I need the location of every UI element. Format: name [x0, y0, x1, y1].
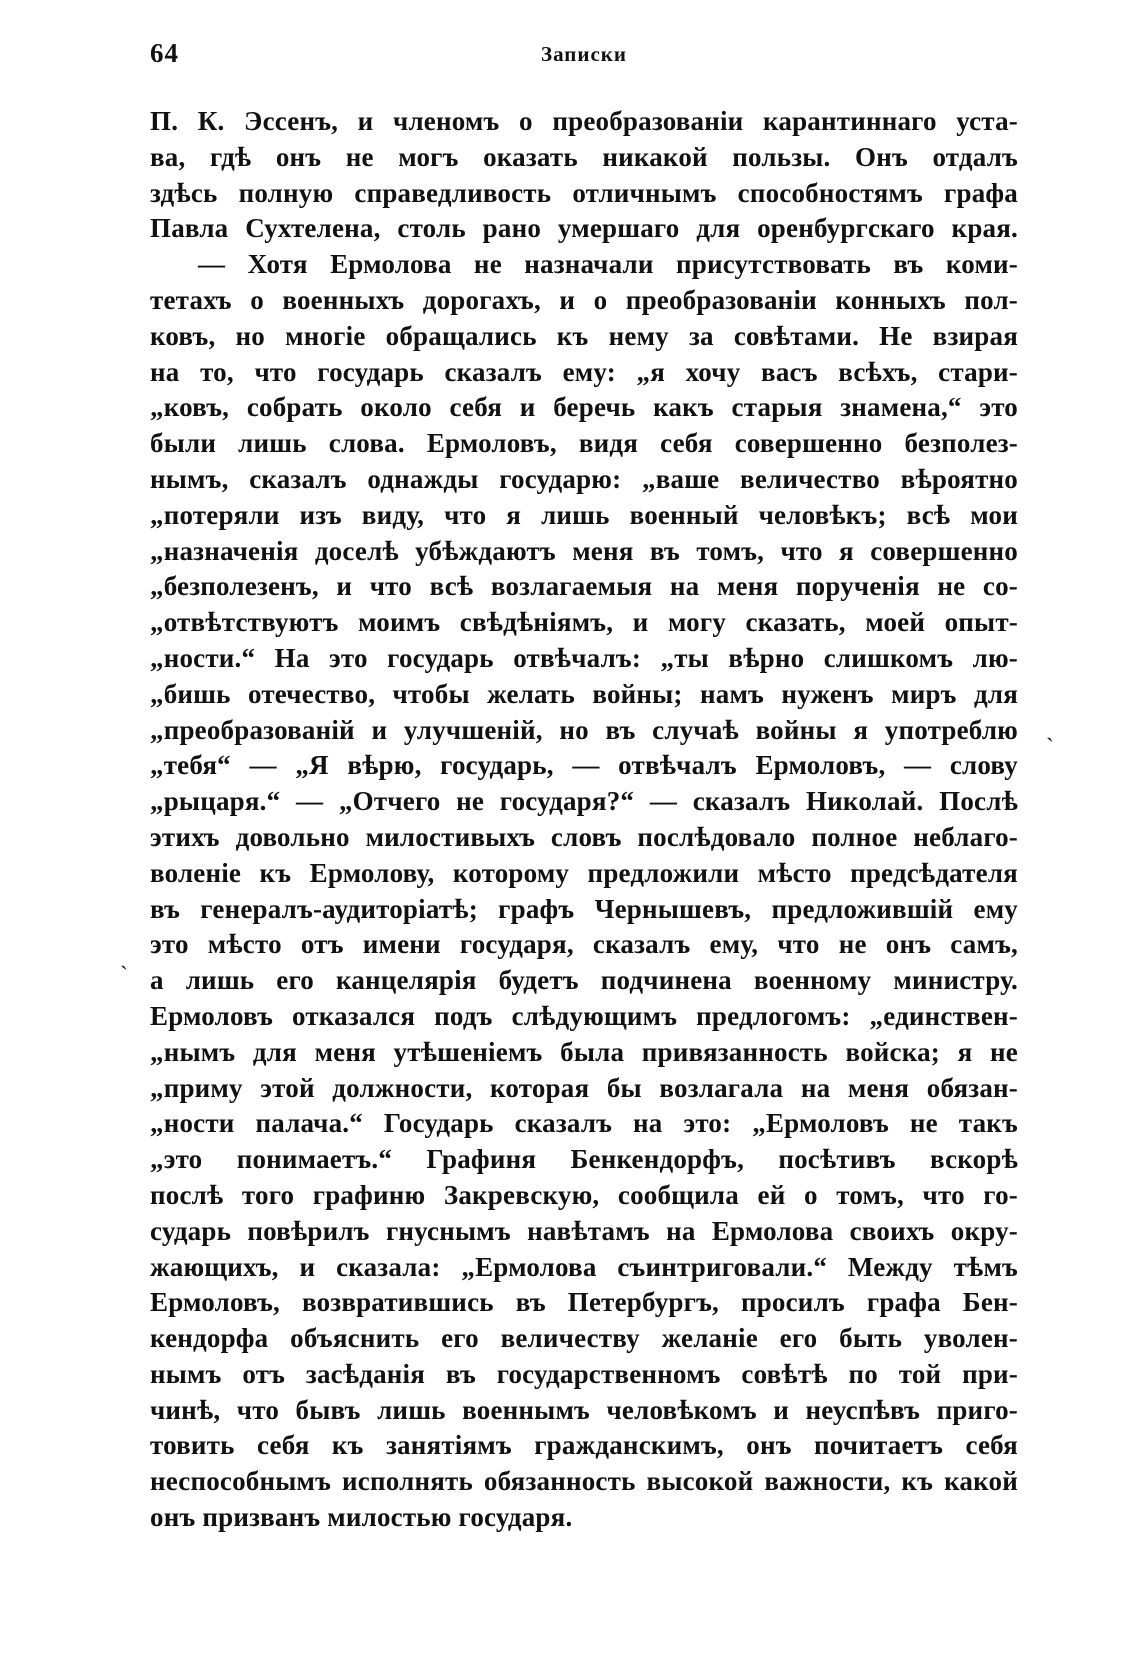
text-line: „ности.“ На это государь отвѣчалъ: „ты вѣрно слишкомъ лю- — [150, 642, 1018, 673]
text-line: „потеряли изъ виду, что я лишь военный человѣкъ; всѣ мои — [150, 499, 1018, 530]
page-number: 64 — [150, 38, 179, 68]
text-line: товить себя къ занятіямъ гражданскимъ, онъ почитаетъ себя — [150, 1430, 1018, 1461]
margin-mark: ˴ — [1046, 724, 1054, 750]
text-line: нымъ, сказалъ однажды государю: „ваше величество вѣроятно — [150, 463, 1018, 494]
text-line: этихъ довольно милостивыхъ словъ послѣдовало полное неблаго- — [150, 821, 1018, 852]
text-line: сударь повѣрилъ гнуснымъ навѣтамъ на Ермолова своихъ окру- — [150, 1215, 1018, 1246]
text-line: „это понимаетъ.“ Графиня Бенкендорфъ, посѣтивъ вскорѣ — [150, 1144, 1018, 1175]
text-line: тетахъ о военныхъ дорогахъ, и о преобразованіи конныхъ пол- — [150, 284, 1018, 315]
text-line: П. К. Эссенъ, и членомъ о преобразованіи карантиннаго уста- — [150, 106, 1018, 136]
text-line: были лишь слова. Ермоловъ, видя себя совершенно безполез- — [150, 428, 1018, 459]
text-line: „нымъ для меня утѣшеніемъ была привязанность войска; я не — [150, 1036, 1018, 1067]
text-line: Павла Сухтелена, столь рано умершаго для оренбургскаго края. — [150, 213, 1018, 244]
text-line: Ермоловъ, возвратившись въ Петербургъ, просилъ графа Бен- — [150, 1287, 1018, 1318]
text-line: „рыцаря.“ — „Отчего не государя?“ — сказалъ Николай. Послѣ — [150, 786, 1018, 817]
text-line: здѣсь полную справедливость отличнымъ способностямъ графа — [150, 177, 1018, 208]
text-line: „безполезенъ, и что всѣ возлагаемыя на меня порученія не со- — [150, 571, 1018, 602]
page-header — [150, 38, 1018, 78]
text-line: — Хотя Ермолова не назначали присутствовать въ коми- — [198, 249, 1018, 280]
text-line: на то, что государь сказалъ ему: „я хочу васъ всѣхъ, стари- — [150, 356, 1018, 387]
text-line: а лишь его канцелярія будетъ подчинена военному министру. — [150, 965, 1018, 996]
margin-mark: ˏ — [120, 944, 128, 970]
text-line: чинѣ, что бывъ лишь военнымъ человѣкомъ и неуспѣвъ приго- — [150, 1394, 1018, 1425]
text-line: въ генералъ-аудиторіатѣ; графъ Чернышевъ, предложившій ему — [150, 893, 1018, 924]
text-line: онъ призванъ милостью государя. — [150, 1502, 573, 1533]
text-line: „назначенія доселѣ убѣждаютъ меня въ томъ, что я совершенно — [150, 535, 1018, 566]
body-text — [150, 104, 1018, 1536]
text-line: „преобразованій и улучшеній, но въ случаѣ войны я употреблю — [150, 714, 1018, 745]
text-line: жающихъ, и сказала: „Ермолова съинтриговали.“ Между тѣмъ — [150, 1251, 1018, 1282]
text-line: послѣ того графиню Закревскую, сообщила ей о томъ, что го- — [150, 1179, 1018, 1210]
text-line: „ности палача.“ Государь сказалъ на это: „Ермоловъ не такъ — [150, 1108, 1018, 1139]
text-line: Ермоловъ отказался подъ слѣдующимъ предлогомъ: „единствен- — [150, 1000, 1018, 1031]
text-line: ва, гдѣ онъ не могъ оказать никакой пользы. Онъ отдалъ — [150, 141, 1018, 172]
text-line: „тебя“ — „Я вѣрю, государь, — отвѣчалъ Ермоловъ, — слову — [150, 750, 1018, 781]
text-line: „бишь отечество, чтобы желать войны; намъ нуженъ миръ для — [150, 678, 1018, 709]
text-line: это мѣсто отъ имени государя, сказалъ ему, что не онъ самъ, — [150, 929, 1018, 960]
text-line: нымъ отъ засѣданія въ государственномъ совѣтѣ по той при- — [150, 1358, 1018, 1389]
text-line: „отвѣтствуютъ моимъ свѣдѣніямъ, и могу сказать, моей опыт- — [150, 607, 1018, 638]
text-line: ковъ, но многіе обращались къ нему за совѣтами. Не взирая — [150, 320, 1018, 351]
text-line: кендорфа объяснить его величеству желаніе его быть уволен- — [150, 1323, 1018, 1354]
text-line: „приму этой должности, которая бы возлагала на меня обязан- — [150, 1072, 1018, 1103]
text-line: неспособнымъ исполнять обязанность высокой важности, къ какой — [150, 1466, 1018, 1497]
text-line: воленіе къ Ермолову, которому предложили мѣсто предсѣдателя — [150, 857, 1018, 888]
text-line: „ковъ, собрать около себя и беречь какъ старыя знамена,“ это — [150, 392, 1018, 423]
running-title: Записки — [540, 42, 628, 66]
